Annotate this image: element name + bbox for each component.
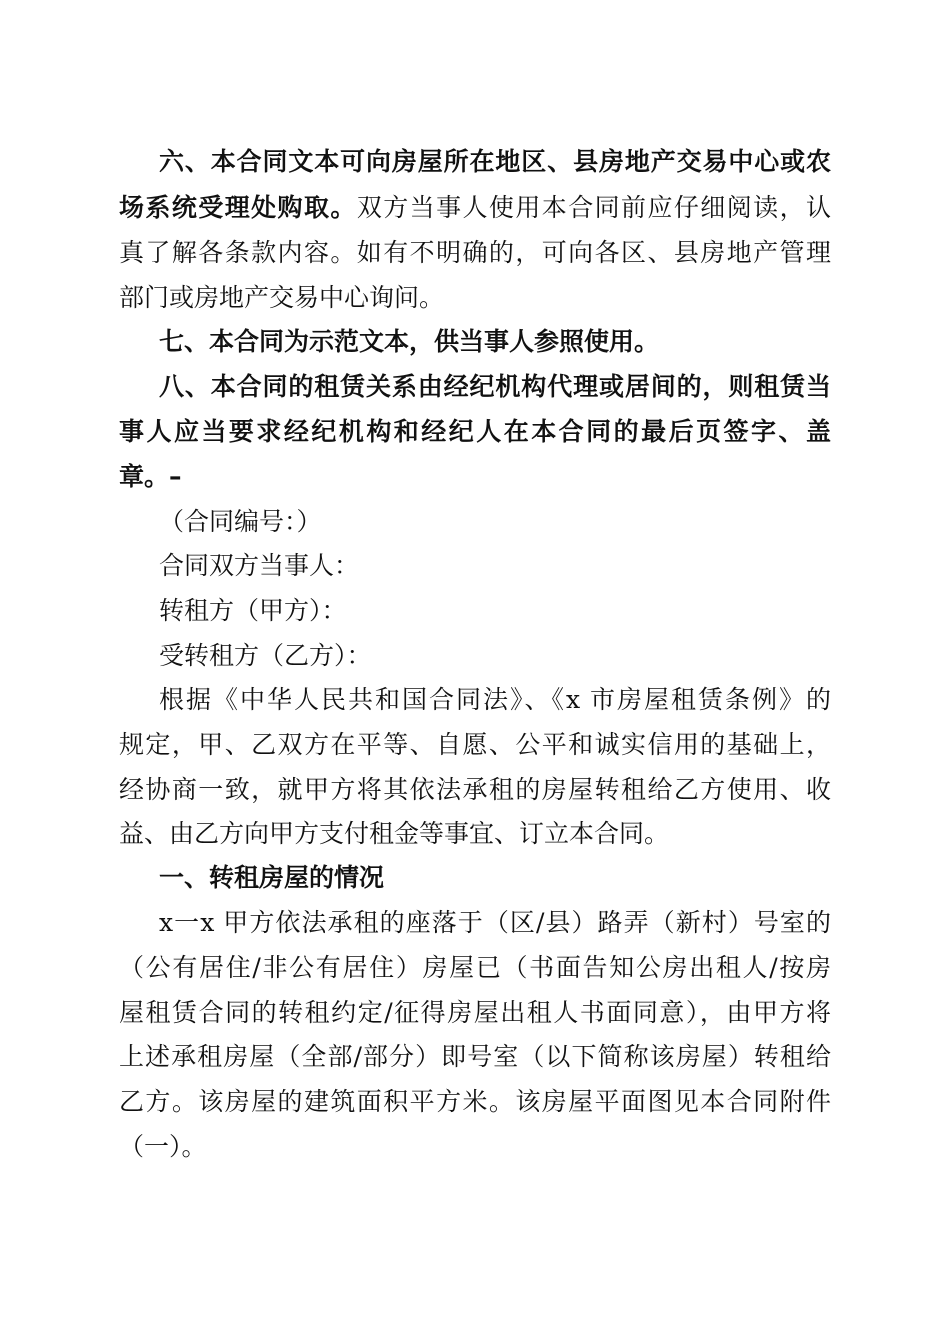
preamble-line3: 经协商一致，就甲方将其依法承租的房屋转租给乙方使用、收 <box>119 775 831 804</box>
section1-line5: 乙方。该房屋的建筑面积平方米。该房屋平面图见本合同附件 <box>119 1087 831 1116</box>
item6-line4: 部门或房地产交易中心询问。 <box>119 283 445 312</box>
preamble-line4: 益、由乙方向甲方支付租金等事宜、订立本合同。 <box>119 819 670 848</box>
item6-line2-rest: 双方当事人使用本合同前应仔细阅读，认 <box>356 193 831 222</box>
item6-line2-bold: 场系统受理处购取。 <box>119 193 357 222</box>
section1-line6: （一）。 <box>119 1132 207 1161</box>
item6-line2 <box>119 193 831 223</box>
item8-line2: 事人应当要求经纪机构和经纪人在本合同的最后页签字、盖 <box>119 417 831 446</box>
section1-line4: 上述承租房屋（全部/部分）即号室（以下简称该房屋）转租给 <box>119 1042 831 1071</box>
preamble-line2: 规定，甲、乙双方在平等、自愿、公平和诚实信用的基础上， <box>119 730 831 759</box>
preamble-line1: 根据《中华人民共和国合同法》、《x 市房屋租赁条例》的 <box>159 685 831 714</box>
item6-line1: 六、本合同文本可向房屋所在地区、县房地产交易中心或农 <box>159 147 831 176</box>
section1-line2: （公有居住/非公有居住）房屋已（书面告知公房出租人/按房 <box>119 953 831 982</box>
contract-number: （合同编号：） <box>159 507 322 536</box>
section1-line3: 屋租赁合同的转租约定/征得房屋出租人书面同意），由甲方将 <box>119 998 831 1027</box>
section1-line1: x一x 甲方依法承租的座落于（区/县）路弄（新村）号室的 <box>159 908 831 937</box>
item8-line3: 章。– <box>119 462 182 491</box>
item8-line1: 八、本合同的租赁关系由经纪机构代理或居间的，则租赁当 <box>159 372 831 401</box>
section1-heading: 一、转租房屋的情况 <box>159 863 385 892</box>
parties-label: 合同双方当事人： <box>159 551 360 580</box>
item7: 七、本合同为示范文本，供当事人参照使用。 <box>159 327 660 356</box>
item6-line3: 真了解各条款内容。如有不明确的，可向各区、县房地产管理 <box>119 238 831 267</box>
party-b: 受转租方（乙方）： <box>159 641 372 670</box>
party-a: 转租方（甲方）： <box>159 596 347 625</box>
